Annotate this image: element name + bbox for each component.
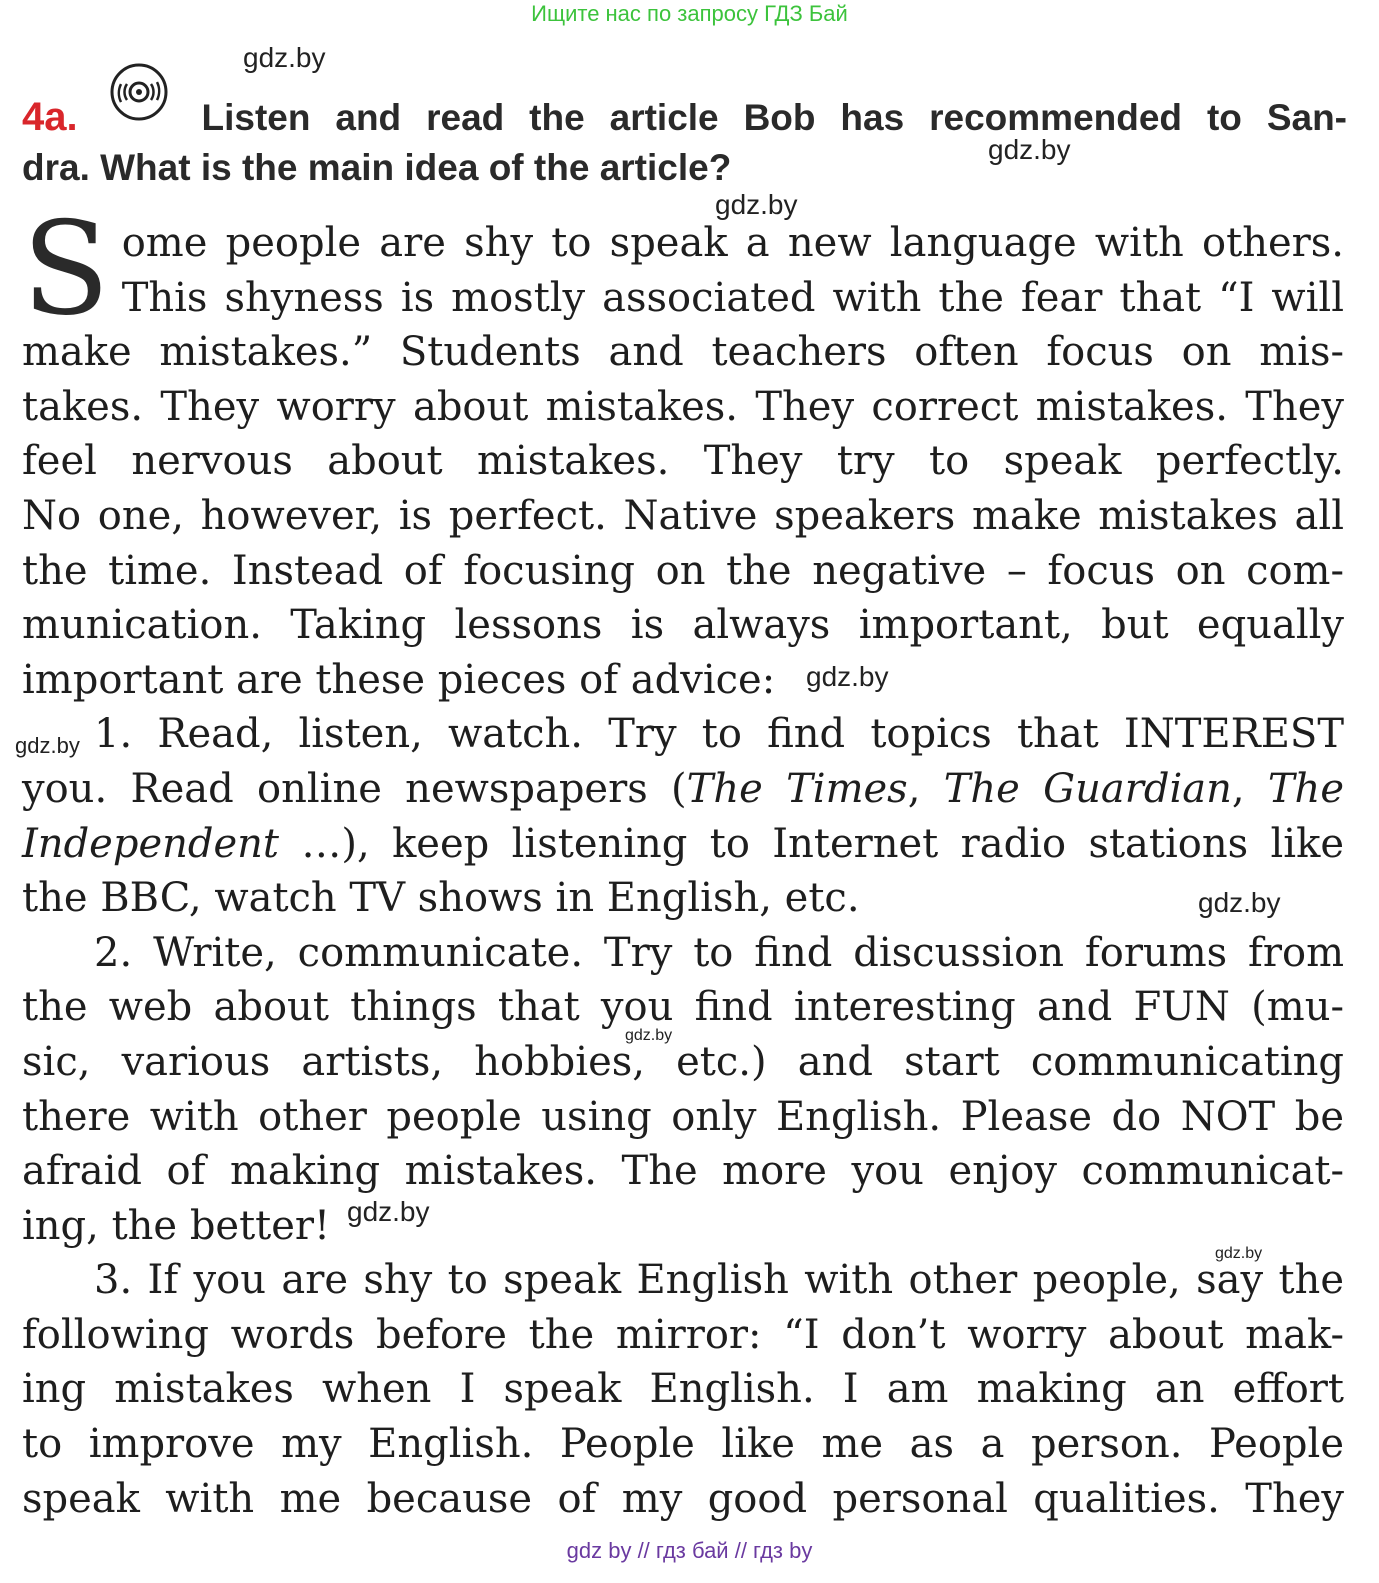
watermark: gdz.by [715, 189, 798, 220]
article-line: the time. Instead of focusing on the negative – focus on com- [22, 547, 1344, 594]
watermark: gdz.by [625, 1027, 673, 1044]
advice-1-line [22, 817, 1344, 872]
footer-links: gdz by // гдз бай // гдз by [566, 1538, 813, 1563]
advice-3-line: ing mistakes when I speak English. I am making an effort [22, 1366, 1344, 1413]
search-banner: Ищите нас по запросу ГДЗ Бай [531, 1, 848, 26]
advice-3-line: speak with me because of my good personal qualities. They [22, 1475, 1344, 1522]
watermark: gdz.by [806, 661, 889, 692]
advice-2-line: there with other people using only English. Please do NOT be [22, 1093, 1344, 1140]
advice-3-line: following words before the mirror: “I don’t worry about mak- [22, 1311, 1344, 1358]
task-line-2: dra. What is the main idea of the article? [22, 147, 732, 188]
article-line: munication. Taking lessons is always important, but equally [22, 602, 1344, 649]
separator: , [907, 765, 944, 812]
article-line: make mistakes.” Students and teachers often focus on mis- [22, 329, 1344, 376]
advice-1-text: …), keep listening to Internet radio stations like [279, 820, 1344, 867]
advice-3-line: to improve my English. People like me as a person. People [22, 1421, 1344, 1468]
task-number: 4a. [22, 95, 78, 139]
separator: , [1231, 765, 1268, 812]
advice-3-line: 3. If you are shy to speak English with other people, say the [94, 1257, 1344, 1304]
article-line: feel nervous about mistakes. They try to speak perfectly. [22, 438, 1344, 485]
newspaper-title: The Times [686, 765, 908, 812]
article-line: takes. They worry about mistakes. They correct mistakes. They [22, 383, 1344, 430]
newspaper-title: The [1267, 765, 1344, 812]
drop-cap: S [22, 195, 110, 344]
watermark: gdz.by [988, 134, 1071, 165]
newspaper-title: The Guardian [943, 765, 1232, 812]
advice-1-line [22, 762, 1344, 817]
advice-2-line: 2. Write, communicate. Try to find discussion forums from [94, 929, 1344, 976]
advice-1-line: 1. Read, listen, watch. Try to find topics that INTEREST [94, 711, 1344, 758]
article-line: This shyness is mostly associated with the fear that “I will [121, 274, 1344, 321]
audio-cd-icon [109, 62, 169, 122]
advice-2-line: ing, the better! [22, 1202, 331, 1249]
watermark: gdz.by [1198, 887, 1281, 918]
newspaper-title: Independent [22, 820, 279, 867]
advice-2-line: the web about things that you find interesting and FUN (mu- [22, 984, 1344, 1031]
advice-2-line: afraid of making mistakes. The more you enjoy communicat- [22, 1148, 1344, 1195]
article-line: ome people are shy to speak a new language with others. [121, 220, 1344, 266]
task-heading [22, 80, 1347, 193]
watermark: gdz.by [347, 1196, 430, 1227]
advice-1-text: you. Read online newspapers ( [22, 765, 687, 812]
advice-1-line: the BBC, watch TV shows in English, etc. [22, 875, 860, 922]
article-line: important are these pieces of advice: [22, 656, 776, 703]
watermark: gdz.by [15, 733, 80, 758]
watermark: gdz.by [243, 42, 326, 73]
advice-2-line: sic, various artists, hobbies, etc.) and start communicating [22, 1038, 1344, 1085]
watermark: gdz.by [1215, 1245, 1263, 1262]
task-line-1: Listen and read the article Bob has recommended to San- [201, 97, 1347, 138]
article-line: No one, however, is perfect. Native speakers make mistakes all [22, 492, 1344, 539]
